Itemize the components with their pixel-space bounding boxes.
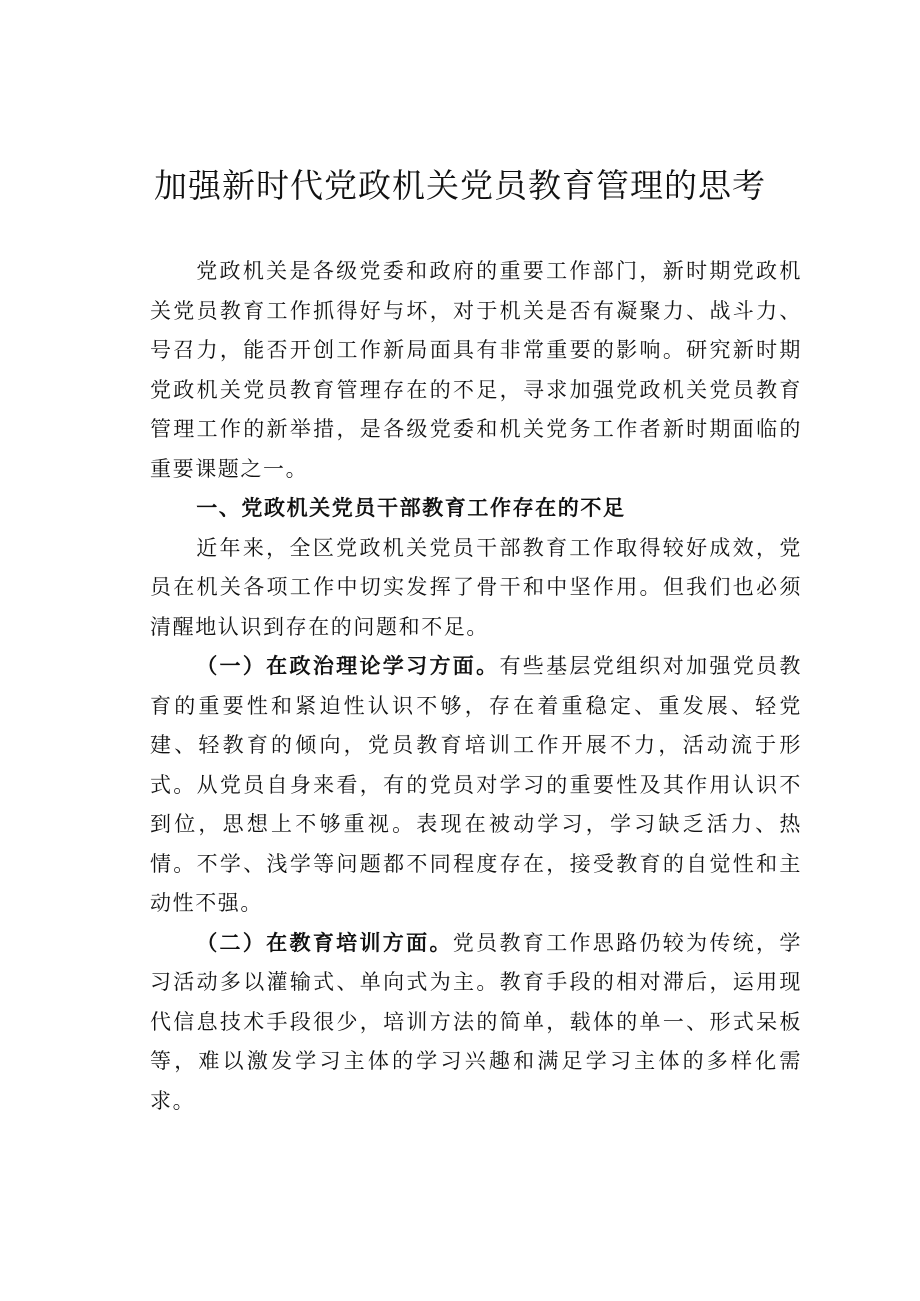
- document-title: 加强新时代党政机关党员教育管理的思考: [154, 166, 766, 205]
- subsection-text: 党员教育工作思路仍较为传统，学习活动多以灌输式、单向式为主。教育手段的相对滞后，运用现代信息技术手段很少，培训方法的简单，载体的单一、形式呆板等，难以激发学习主体的学习兴趣和满足学习主体的多样化需求。: [150, 930, 802, 1113]
- section-heading: 一、党政机关党员干部教育工作存在的不足: [196, 496, 626, 520]
- subsection-text: 有些基层党组织对加强党员教育的重要性和紧迫性认识不够，存在着重稳定、重发展、轻党建、轻教育的倾向，党员教育培训工作开展不力，活动流于形式。从党员自身来看，有的党员对学习的重要性及其作用认识不到位，思想上不够重视。表现在被动学习，学习缺乏活力、热情。不学、浅学等问题都不同程度存在，接受教育的自觉性和主动性不强。: [150, 654, 802, 915]
- subsection-lead: （一）在政治理论学习方面。: [196, 654, 500, 678]
- document-body: [150, 252, 802, 1121]
- subsection-political-theory: [150, 647, 802, 924]
- intro-paragraph: 党政机关是各级党委和政府的重要工作部门，新时期党政机关党员教育工作抓得好与坏，对于机关是否有凝聚力、战斗力、号召力，能否开创工作新局面具有非常重要的影响。研究新时期党政机关党员教育管理存在的不足，寻求加强党政机关党员教育管理工作的新举措，是各级党委和机关党务工作者新时期面临的重要课题之一。: [150, 259, 802, 481]
- section-paragraph: 近年来，全区党政机关党员干部教育工作取得较好成效，党员在机关各项工作中切实发挥了骨干和中坚作用。但我们也必须清醒地认识到存在的问题和不足。: [150, 535, 802, 639]
- subsection-lead: （二）在教育培训方面。: [196, 930, 453, 955]
- subsection-training: [150, 924, 802, 1122]
